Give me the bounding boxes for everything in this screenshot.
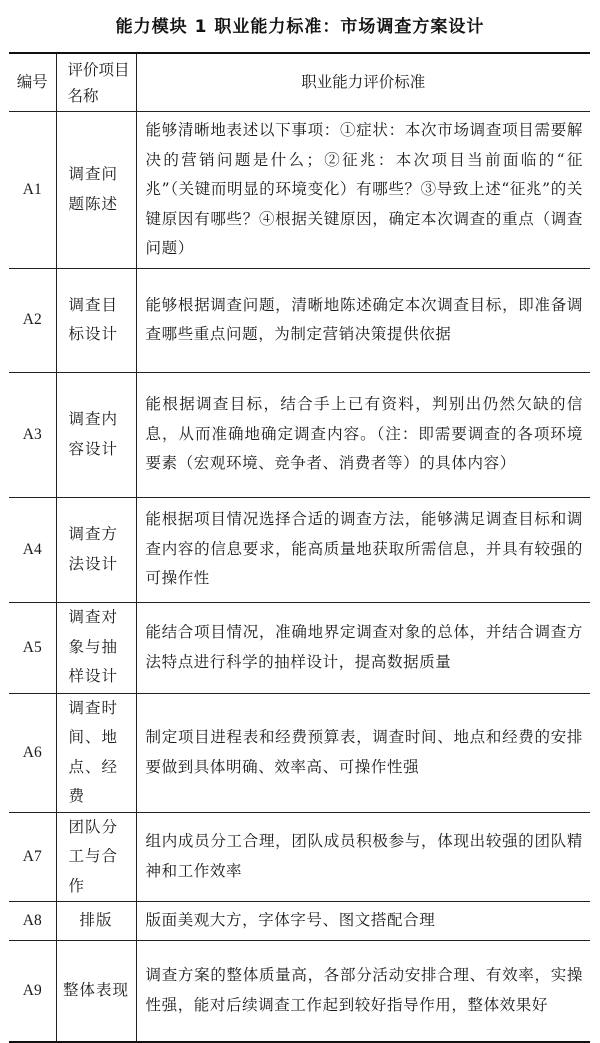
row-criteria: 能根据项目情况选择合适的调查方法，能够满足调查目标和调查内容的信息要求，能高质量地获取所需信息，并具有较强的可操作性 xyxy=(136,497,590,602)
row-item-name: 整体表现 xyxy=(56,940,136,1042)
row-code: A7 xyxy=(9,812,56,902)
row-criteria: 制定项目进程表和经费预算表，调查时间、地点和经费的安排要做到具体明确、效率高、可操作性强 xyxy=(136,693,590,812)
document-title: 能力模块 1 职业能力标准：市场调查方案设计 xyxy=(115,17,485,37)
table-header-row xyxy=(9,53,590,112)
row-criteria: 调查方案的整体质量高，各部分活动安排合理、有效率，实操性强，能对后续调查工作起到较好指导作用，整体效果好 xyxy=(136,940,590,1042)
row-item-name: 调查对象与抽样设计 xyxy=(56,602,136,693)
row-item-name: 团队分工与合作 xyxy=(56,812,136,902)
row-code: A8 xyxy=(9,902,56,941)
row-item-name: 调查目标设计 xyxy=(56,268,136,372)
table-row xyxy=(9,602,590,693)
row-criteria: 能够根据调查问题，清晰地陈述确定本次调查目标，即准备调查哪些重点问题，为制定营销决策提供依据 xyxy=(136,268,590,372)
row-criteria: 能结合项目情况，准确地界定调查对象的总体，并结合调查方法特点进行科学的抽样设计，提高数据质量 xyxy=(136,602,590,693)
row-item-name: 调查方法设计 xyxy=(56,497,136,602)
row-code: A6 xyxy=(9,693,56,812)
table-row xyxy=(9,112,590,269)
row-item-name: 调查时间、地点、经费 xyxy=(56,693,136,812)
table-row xyxy=(9,940,590,1042)
row-criteria: 版面美观大方，字体字号、图文搭配合理 xyxy=(136,902,590,941)
row-item-name: 调查问题陈述 xyxy=(56,112,136,269)
header-criteria: 职业能力评价标准 xyxy=(136,53,590,112)
header-item-name: 评价项目名称 xyxy=(56,53,136,112)
row-criteria: 能根据调查目标，结合手上已有资料，判别出仍然欠缺的信息，从而准确地确定调查内容。（注：即需要调查的各项环境要素（宏观环境、竞争者、消费者等）的具体内容） xyxy=(136,372,590,497)
row-code: A2 xyxy=(9,268,56,372)
header-code: 编号 xyxy=(9,53,56,112)
table-row xyxy=(9,902,590,941)
row-criteria: 组内成员分工合理，团队成员积极参与，体现出较强的团队精神和工作效率 xyxy=(136,812,590,902)
row-criteria: 能够清晰地表述以下事项：①症状：本次市场调查项目需要解决的营销问题是什么；②征兆：本次项目当前面临的“征兆”（关键而明显的环境变化）有哪些？③导致上述“征兆”的关键原因有哪些？④根据关键原因，确定本次调查的重点（调查问题） xyxy=(136,112,590,269)
table-row xyxy=(9,497,590,602)
competency-standard-table xyxy=(9,52,590,1043)
table-row xyxy=(9,372,590,497)
row-code: A9 xyxy=(9,940,56,1042)
row-code: A4 xyxy=(9,497,56,602)
row-item-name: 调查内容设计 xyxy=(56,372,136,497)
row-item-name: 排版 xyxy=(56,902,136,941)
table-row xyxy=(9,812,590,902)
row-code: A5 xyxy=(9,602,56,693)
row-code: A1 xyxy=(9,112,56,269)
table-row xyxy=(9,693,590,812)
row-code: A3 xyxy=(9,372,56,497)
table-row xyxy=(9,268,590,372)
